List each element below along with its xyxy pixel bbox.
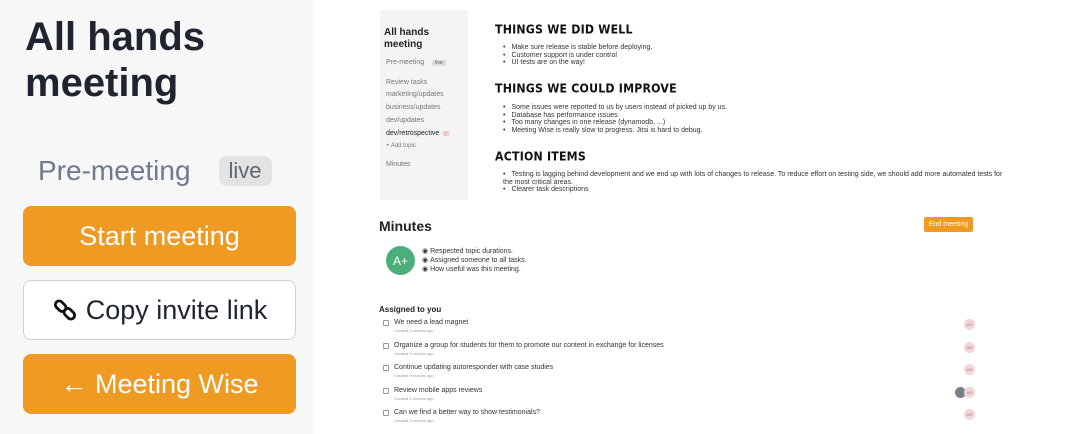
task-created: Created 9 months ago xyxy=(394,328,434,333)
task-checkbox[interactable] xyxy=(383,388,389,394)
meeting-title: All hands meeting xyxy=(25,15,206,105)
task-row xyxy=(383,364,975,380)
assignee-avatar[interactable]: AR xyxy=(964,409,975,420)
preview-sidebar xyxy=(380,10,468,200)
task-title[interactable]: Continue updating autoresponder with case studies xyxy=(394,364,554,371)
assignee-avatar[interactable]: AR xyxy=(964,342,975,353)
task-created: Created 4 months ago xyxy=(394,396,434,401)
section-heading-improve: THINGS WE COULD IMPROVE xyxy=(495,81,677,96)
preview-topic-business[interactable]: business/updates xyxy=(386,104,441,111)
list-item: • Too many changes in one release (dynamodb, ...) xyxy=(503,119,727,127)
list-item: • Meeting Wise is really slow to progress. Jitsi is hard to debug. xyxy=(503,127,727,135)
start-meeting-label: Start meeting xyxy=(79,220,240,251)
rating-item: ◉ How useful was this meeting. xyxy=(422,265,527,274)
rating-list xyxy=(422,247,527,274)
back-label: ← Meeting Wise xyxy=(60,368,259,399)
list-item: • Some issues were reported to us by users instead of picked up by us. xyxy=(503,104,727,112)
task-title[interactable]: Can we find a better way to show testimonials? xyxy=(394,409,540,416)
start-meeting-button[interactable] xyxy=(23,206,296,266)
minutes-title: Minutes xyxy=(379,218,432,234)
list-item: • Testing is lagging behind development and we end up with lots of changes to release. To reduce effort on testing side, we should add more automated tests for the most critical areas. xyxy=(503,171,1013,186)
preview-pre-meeting[interactable] xyxy=(386,59,446,66)
rating-item: ◉ Assigned someone to all tasks. xyxy=(422,256,527,265)
back-to-meeting-wise-button[interactable] xyxy=(23,354,296,414)
assignee-avatar[interactable]: AR xyxy=(964,364,975,375)
task-row xyxy=(383,409,975,425)
assigned-title: Assigned to you xyxy=(379,305,442,314)
task-checkbox[interactable] xyxy=(383,410,389,416)
action-items-list xyxy=(503,171,1013,194)
section-heading-action-items: ACTION ITEMS xyxy=(495,149,586,164)
preview-add-topic[interactable]: + Add topic xyxy=(386,143,416,149)
pre-meeting-row[interactable] xyxy=(38,155,272,187)
preview-review-tasks[interactable]: Review tasks xyxy=(386,79,428,86)
list-item: • Database has performance issues xyxy=(503,112,727,120)
preview-minutes-link[interactable]: Minutes xyxy=(386,161,411,168)
section-heading-did-well: THINGS WE DID WELL xyxy=(495,22,633,37)
task-row xyxy=(383,387,975,403)
task-title[interactable]: Organize a group for students for them to promote our content in exchange for licenses xyxy=(394,342,664,349)
live-badge: live xyxy=(219,156,272,186)
task-created: Created 9 months ago xyxy=(394,351,434,356)
task-title[interactable]: We need a lead magnet xyxy=(394,319,469,326)
list-item: • UI tests are on the way! xyxy=(503,59,652,67)
copy-invite-link-button[interactable] xyxy=(23,280,296,340)
preview-topic-dev[interactable]: dev/updates xyxy=(386,117,425,124)
preview-pre-meeting-label: Pre-meeting xyxy=(386,59,425,66)
pre-meeting-label[interactable]: Pre-meeting xyxy=(38,155,191,186)
assignee-avatar[interactable]: AR xyxy=(964,387,975,398)
list-item: • Clearer task descriptions xyxy=(503,186,1013,194)
task-title[interactable]: Review mobile apps reviews xyxy=(394,387,483,394)
preview-topic-retrospective-label: dev/retrospective xyxy=(386,130,440,137)
preview-live-badge: live xyxy=(432,60,446,66)
end-meeting-button[interactable]: End meeting xyxy=(924,217,973,232)
topic-indicator xyxy=(443,131,449,136)
task-row xyxy=(383,342,975,358)
task-created: Created 9 months ago xyxy=(394,373,434,378)
rating-item: ◉ Respected topic durations. xyxy=(422,247,527,256)
task-checkbox[interactable] xyxy=(383,343,389,349)
preview-topic-retrospective[interactable] xyxy=(386,130,449,137)
did-well-list xyxy=(503,44,652,67)
meeting-grade-badge: A+ xyxy=(386,246,415,275)
link-icon xyxy=(52,297,78,323)
preview-meeting-title: All hands meeting xyxy=(384,27,430,50)
list-item: • Customer support is under control xyxy=(503,52,652,60)
task-checkbox[interactable] xyxy=(383,365,389,371)
meeting-sidebar xyxy=(0,0,313,434)
assignee-avatar[interactable]: AR xyxy=(964,319,975,330)
copy-invite-link-label: Copy invite link xyxy=(85,294,268,325)
preview-topic-marketing[interactable]: marketing/updates xyxy=(386,91,444,98)
task-row xyxy=(383,319,975,335)
improve-list xyxy=(503,104,727,134)
task-created: Created 3 months ago xyxy=(394,418,434,423)
task-checkbox[interactable] xyxy=(383,320,389,326)
list-item: • Make sure release is stable before deploying. xyxy=(503,44,652,52)
